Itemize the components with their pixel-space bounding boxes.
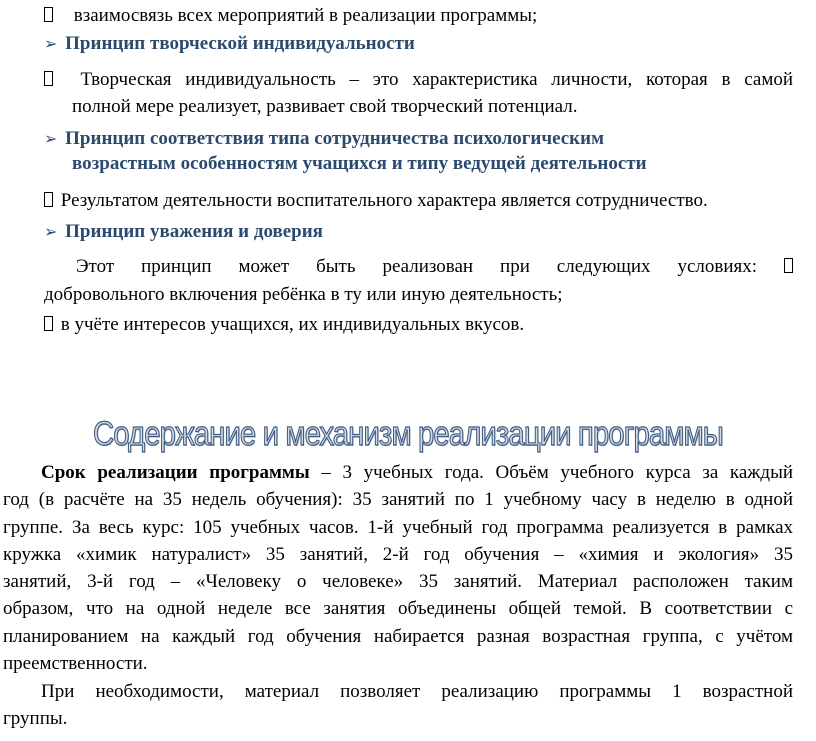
paragraph-line: преемственности. [3,653,148,675]
paragraph-line-text: – 3 учебных года. Объём учебного курса за каждый [309,462,794,483]
paragraph-line: занятий, 3-й год – «Человеку о человеке» 35 занятий. Материал расположен таким [3,571,793,593]
heading-text: Принцип уважения и доверия [65,221,323,242]
paragraph-line: год (в расчёте на 35 недель обучения): 35 занятий по 1 учебному часу в неделю в одной [3,489,793,511]
paragraph-line: кружка «химик натуралист» 35 занятий, 2-й год обучения – «химия и экология» 35 [3,543,793,565]
principle-heading [44,32,415,56]
paragraph-line: При необходимости, материал позволяет реализацию программы 1 возрастной [41,681,793,702]
conditions-intro [76,255,793,279]
arrow-right-icon: ➢ [44,129,58,148]
condition-text: в учёте интересов учащихся, их индивидуальных вкусов. [60,314,525,335]
box-icon [44,192,53,207]
paragraph-line: группы. [3,708,68,730]
heading-text-continuation: возрастным особенностям учащихся и типу ведущей деятельности [72,153,647,174]
paragraph [3,459,793,677]
paragraph [3,678,793,733]
principle-heading [44,127,604,151]
list-item [44,189,708,213]
list-item [44,4,537,28]
paragraph-line: группе. За весь курс: 105 учебных часов. 1-й учебный год программа реализуется в рамках [3,516,793,538]
box-icon [44,71,53,86]
box-icon [44,7,53,22]
paragraph-line: планированием на каждый год обучения набирается разная возрастная группа, с учётом [3,625,793,647]
item-text-continuation: полной мере реализует, развивает свой творческий потенциал. [72,96,578,117]
conditions-intro-text: Этот принцип может быть реализован при следующих условиях: [76,256,758,277]
arrow-right-icon: ➢ [44,34,58,53]
condition-item: добровольного включения ребёнка в ту или иную деятельность; [44,284,563,305]
paragraph-line [3,459,793,486]
principle-heading [44,220,323,244]
box-icon [44,316,53,331]
item-text: Результатом деятельности воспитательного характера является сотрудничество. [60,190,708,211]
list-item [44,68,793,92]
heading-text: Принцип соответствия типа сотрудничества психологическим [65,128,605,149]
paragraph-lead: Срок реализации программы [41,462,310,483]
item-text: Творческая индивидуальность – это характеристика личности, которая в самой [80,69,794,90]
paragraph-line: образом, что на одной неделе все занятия объединены общей темой. В соответствии с [3,598,793,620]
section-title: Содержание и механизм реализации программы [93,415,723,453]
box-icon [784,258,793,273]
arrow-right-icon: ➢ [44,222,58,241]
item-text: взаимосвязь всех мероприятий в реализации программы; [73,5,538,26]
heading-text: Принцип творческой индивидуальности [65,33,415,54]
condition-item [44,313,524,337]
